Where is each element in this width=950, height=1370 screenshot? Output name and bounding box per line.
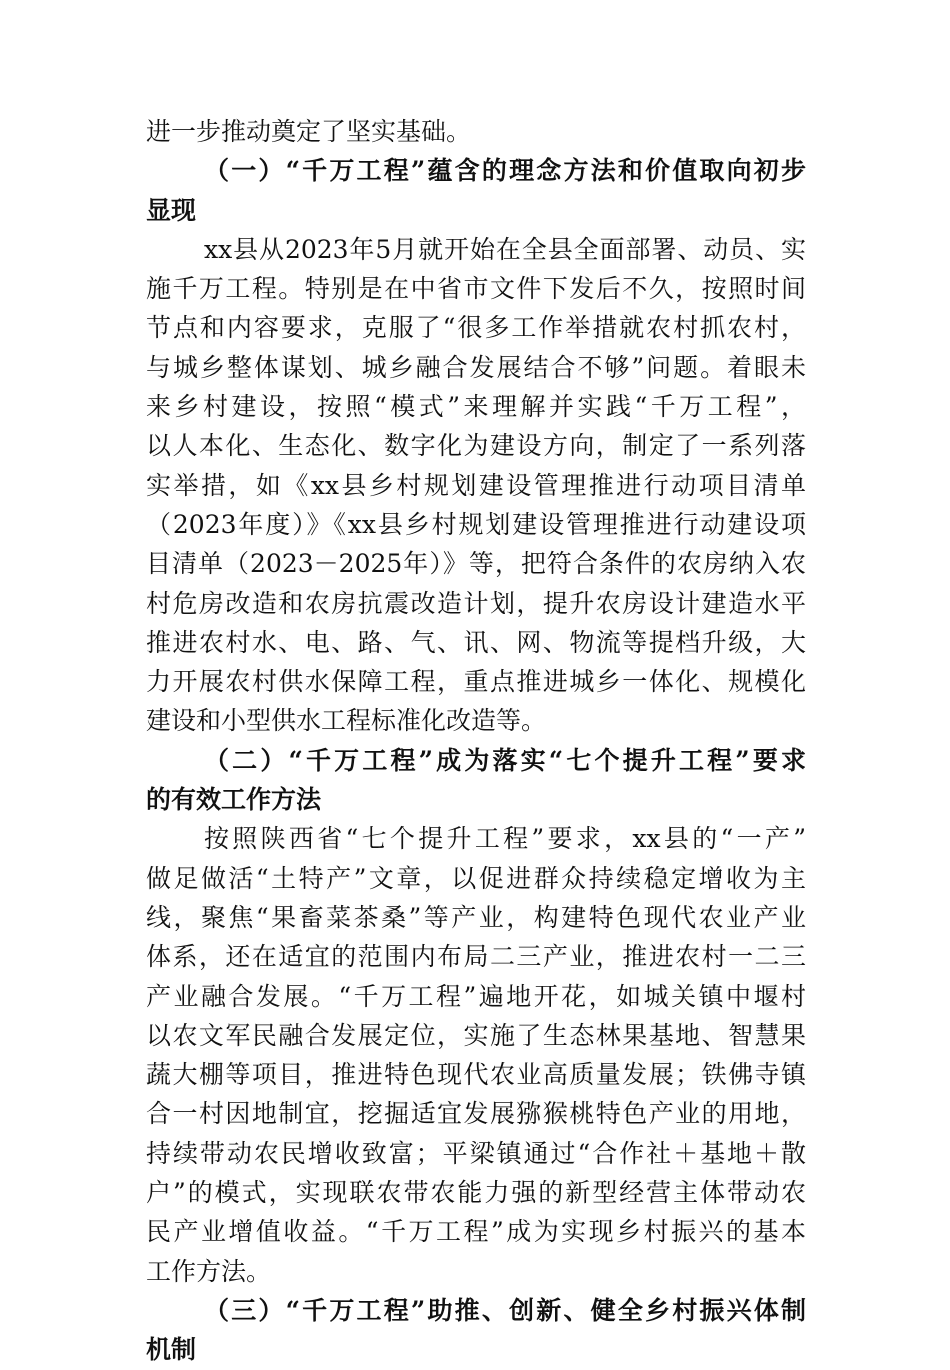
text-line: 村危房改造和农房抗震改造计划，提升农房设计建造水平 [146, 588, 806, 618]
text-line: 来乡村建设，按照“模式”来理解并实践“千万工程”， [146, 392, 806, 422]
heading-line: （二）“千万工程”成为落实“七个提升工程”要求 [204, 745, 806, 775]
body-paragraph [146, 112, 806, 151]
text-line: 推进农村水、电、路、气、讯、网、物流等提档升级，大 [146, 627, 806, 657]
heading-line: （一）“千万工程”蕴含的理念方法和价值取向初步 [204, 156, 806, 186]
body-paragraph [146, 819, 806, 1291]
section-heading-1 [146, 151, 806, 230]
text-line: 合一村因地制宜，挖掘适宜发展猕猴桃特色产业的用地， [146, 1099, 806, 1129]
text-line: 户”的模式，实现联农带农能力强的新型经营主体带动农 [146, 1178, 806, 1208]
text-line: 实举措，如《xx县乡村规划建设管理推进行动项目清单 [146, 470, 806, 500]
heading-line: 的有效工作方法 [146, 785, 322, 815]
body-paragraph [146, 230, 806, 741]
text-line: 目清单（2023－2025年）》等，把符合条件的农房纳入农 [146, 549, 806, 579]
section-heading-3 [146, 1291, 806, 1370]
text-line: 工作方法。 [146, 1256, 272, 1286]
text-line: （2023年度）》《xx县乡村规划建设管理推进行动建设项 [146, 509, 806, 539]
text-line: 施千万工程。特别是在中省市文件下发后不久，按照时间 [146, 274, 806, 304]
text-line: 持续带动农民增收致富；平梁镇通过“合作社＋基地＋散 [146, 1138, 806, 1168]
text-line: 蔬大棚等项目，推进特色现代农业高质量发展；铁佛寺镇 [146, 1060, 806, 1090]
text-line: 力开展农村供水保障工程，重点推进城乡一体化、规模化 [146, 667, 806, 697]
text-line: 建设和小型供水工程标准化改造等。 [146, 706, 547, 736]
heading-line: （三）“千万工程”助推、创新、健全乡村振兴体制 [204, 1295, 806, 1325]
text-line: 以农文军民融合发展定位，实施了生态林果基地、智慧果 [146, 1020, 806, 1050]
text-line: 产业融合发展。“千万工程”遍地开花，如城关镇中堰村 [146, 981, 806, 1011]
text-line: 做足做活“土特产”文章，以促进群众持续稳定增收为主 [146, 863, 806, 893]
document-page [146, 112, 806, 1370]
text-line: 节点和内容要求，克服了“很多工作举措就农村抓农村， [146, 313, 806, 343]
section-heading-2 [146, 741, 806, 820]
heading-line: 机制 [146, 1335, 197, 1365]
text-line: 体系，还在适宜的范围内布局二三产业，推进农村一二三 [146, 942, 806, 972]
text-line: 线，聚焦“果畜菜茶桑”等产业，构建特色现代农业产业 [146, 902, 806, 932]
text-line: 民产业增值收益。“千万工程”成为实现乡村振兴的基本 [146, 1217, 806, 1247]
text-line: 以人本化、生态化、数字化为建设方向，制定了一系列落 [146, 431, 806, 461]
heading-line: 显现 [146, 195, 197, 225]
text-line: 进一步推动奠定了坚实基础。 [146, 117, 472, 146]
text-line: 与城乡整体谋划、城乡融合发展结合不够”问题。着眼未 [146, 352, 806, 382]
text-line: 按照陕西省“七个提升工程”要求，xx县的“一产” [204, 824, 806, 854]
text-line: xx县从2023年5月就开始在全县全面部署、动员、实 [204, 234, 806, 264]
